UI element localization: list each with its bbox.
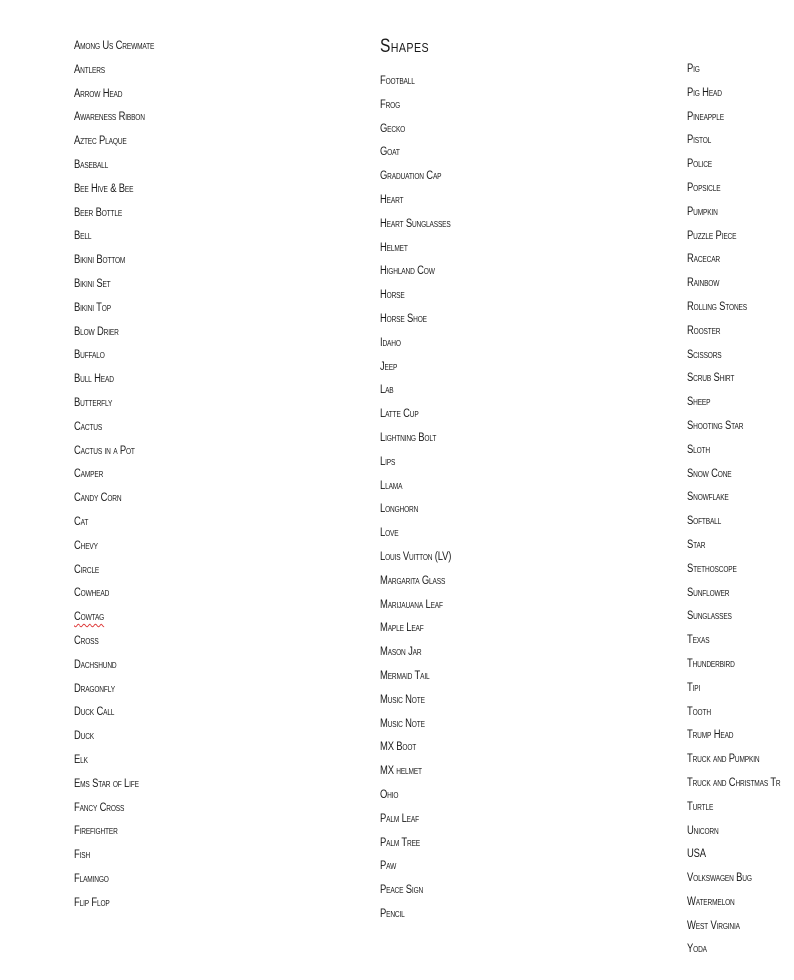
list-item: Popsicle <box>687 181 721 194</box>
list-item: Horse Shoe <box>380 312 427 325</box>
list-item: Duck <box>74 730 95 743</box>
list-item: Chevy <box>74 539 98 552</box>
list-item: Duck Call <box>74 706 115 719</box>
list-item: Among Us Crewmate <box>74 40 155 52</box>
list-item: Stethoscope <box>687 562 737 575</box>
list-item: Flamingo <box>74 872 109 885</box>
list-item: Cactus in a Pot <box>74 444 135 457</box>
list-item: Bikini Top <box>74 301 111 314</box>
list-item: Scissors <box>687 348 722 361</box>
list-item: Candy Corn <box>74 492 122 505</box>
list-item: Louis Vuitton (LV) <box>380 550 452 563</box>
list-item: Llama <box>380 479 403 492</box>
list-item: Sheep <box>687 396 711 409</box>
list-item: MX helmet <box>380 765 422 778</box>
list-item: Arrow Head <box>74 87 123 100</box>
section-heading: Shapes <box>380 36 429 57</box>
list-item: Music Note <box>380 693 425 706</box>
list-item: Helmet <box>380 241 408 254</box>
list-item: Antlers <box>74 63 106 76</box>
list-item: Frog <box>380 98 401 111</box>
list-item: Yoda <box>687 943 707 956</box>
list-item: Jeep <box>380 360 398 373</box>
list-item: Football <box>380 75 415 87</box>
list-item: Sloth <box>687 443 710 456</box>
list-item: Scrub Shirt <box>687 372 735 385</box>
list-item: Aztec Plaque <box>74 135 127 148</box>
list-item: Cowtag <box>74 611 105 624</box>
list-item: Peace Sign <box>380 884 424 897</box>
list-item: Bikini Set <box>74 277 111 290</box>
list-item: Palm Tree <box>380 836 421 849</box>
list-item: Longhorn <box>380 503 419 516</box>
shape-list-right-column <box>687 58 794 962</box>
list-item: Cat <box>74 515 89 528</box>
list-item: Bell <box>74 230 92 243</box>
list-item: Goat <box>380 146 400 159</box>
list-item: Truck and Pumpkin <box>687 753 760 766</box>
list-item: Cowhead <box>74 587 110 600</box>
list-item: Tooth <box>687 705 711 718</box>
list-item: Mermaid Tail <box>380 669 430 682</box>
list-item: Blow Drier <box>74 325 119 338</box>
shape-list-middle-column <box>380 70 467 927</box>
list-item: Sunglasses <box>687 610 732 623</box>
list-item: Snowflake <box>687 491 729 504</box>
list-item: Heart Sunglasses <box>380 217 451 230</box>
list-item: Paw <box>380 860 397 873</box>
list-item: Mason Jar <box>380 646 422 659</box>
list-item: Idaho <box>380 336 401 349</box>
list-item: Dachshund <box>74 658 117 671</box>
list-item: Truck and Christmas Tr <box>687 776 781 789</box>
list-item: Volkswagen Bug <box>687 872 752 885</box>
list-item: Pencil <box>380 907 405 920</box>
list-item: Tipi <box>687 681 701 694</box>
list-item: Lab <box>380 384 394 397</box>
list-item: Awareness Ribbon <box>74 111 145 124</box>
list-item: Bikini Bottom <box>74 254 126 267</box>
list-item: USA <box>687 848 706 861</box>
list-item: Police <box>687 158 712 171</box>
list-item: Heart <box>380 193 404 206</box>
list-item: Dragonfly <box>74 682 115 695</box>
list-item: Ems Star of Life <box>74 777 139 790</box>
list-item: Maple Leaf <box>380 622 424 635</box>
list-item: Lightning Bolt <box>380 431 437 444</box>
list-item: Baseball <box>74 158 109 171</box>
list-item: Softball <box>687 515 722 528</box>
list-item: Pistol <box>687 134 712 147</box>
list-item: Highland Cow <box>380 265 435 278</box>
list-item: Music Note <box>380 717 425 730</box>
list-item: Elk <box>74 753 88 766</box>
list-item: Gecko <box>380 122 406 135</box>
list-item: Fancy Cross <box>74 801 125 814</box>
list-item: Rolling Stones <box>687 300 747 313</box>
list-item: Puzzle Piece <box>687 229 737 242</box>
list-item: Unicorn <box>687 824 719 837</box>
list-item: Pig <box>687 63 700 75</box>
list-item: Texas <box>687 634 710 647</box>
list-item: Racecar <box>687 253 721 266</box>
list-item: Pineapple <box>687 110 724 123</box>
list-item: Butterfly <box>74 396 113 409</box>
list-item: Thunderbird <box>687 657 735 670</box>
list-item: MX Boot <box>380 741 417 754</box>
list-item: Flip Flop <box>74 896 110 909</box>
list-item: Beer Bottle <box>74 206 123 219</box>
list-item: Watermelon <box>687 895 735 908</box>
list-item: Cross <box>74 634 99 647</box>
list-item: Love <box>380 527 399 540</box>
list-item: West Virginia <box>687 919 740 932</box>
list-item: Graduation Cap <box>380 170 442 183</box>
list-item: Shooting Star <box>687 419 744 432</box>
shape-list-left-column <box>74 35 172 915</box>
list-item: Marijauana Leaf <box>380 598 443 611</box>
list-item: Firefighter <box>74 825 118 838</box>
list-item: Bull Head <box>74 373 114 386</box>
list-item: Rainbow <box>687 277 720 290</box>
list-item: Cactus <box>74 420 103 433</box>
list-item: Snow Cone <box>687 467 732 480</box>
list-item: Turtle <box>687 800 714 813</box>
list-item: Pumpkin <box>687 205 718 218</box>
list-item: Pig Head <box>687 86 722 99</box>
list-item: Circle <box>74 563 100 576</box>
list-item: Star <box>687 538 706 551</box>
list-item: Bee Hive & Bee <box>74 182 134 195</box>
list-item: Latte Cup <box>380 408 419 421</box>
list-item: Sunflower <box>687 586 730 599</box>
list-item: Ohio <box>380 788 399 801</box>
list-item: Palm Leaf <box>380 812 419 825</box>
list-item: Fish <box>74 849 91 862</box>
list-item: Margarita Glass <box>380 574 446 587</box>
list-item: Rooster <box>687 324 721 337</box>
list-item: Trump Head <box>687 729 734 742</box>
list-item: Buffalo <box>74 349 105 362</box>
list-item: Camper <box>74 468 104 481</box>
list-item: Horse <box>380 289 405 302</box>
list-item: Lips <box>380 455 396 468</box>
